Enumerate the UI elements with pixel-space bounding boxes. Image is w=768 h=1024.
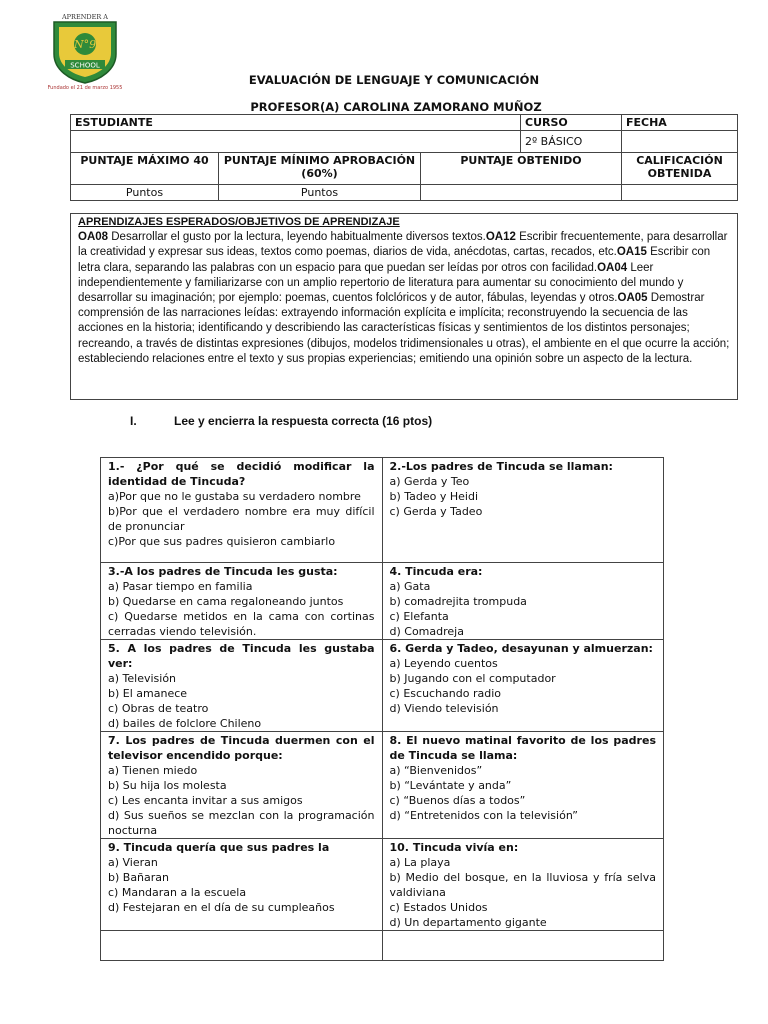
answer-option[interactable]: d) Un departamento gigante [389, 916, 547, 929]
oa04-code: OA04 [597, 261, 628, 274]
answer-option[interactable]: a) Vieran [108, 856, 158, 869]
logo-founded: Fundado el 21 de marzo 1955 [47, 85, 123, 91]
answer-option[interactable]: b) Bañaran [108, 871, 170, 884]
course-label: CURSO [521, 115, 622, 131]
oa08-text: Desarrollar el gusto por la lectura, leyendo habitualmente diversos textos. [108, 231, 486, 244]
student-info-table [70, 114, 738, 201]
obtained-score-field[interactable] [421, 185, 622, 201]
answer-option[interactable]: d) Comadreja [389, 625, 464, 638]
answer-option[interactable]: b) Quedarse en cama regaloneando juntos [108, 595, 344, 608]
answer-option[interactable]: c) Gerda y Tadeo [389, 505, 483, 518]
teacher-name: PROFESOR(A) CAROLINA ZAMORANO MUÑOZ [250, 100, 542, 114]
answer-option[interactable]: d) Sus sueños se mezclan con la programación nocturna [108, 809, 375, 837]
section-number: I. [130, 414, 137, 428]
oa08-code: OA08 [78, 231, 109, 244]
min-score-label: PUNTAJE MÍNIMO APROBACIÓN (60%) [219, 153, 421, 185]
student-name-field[interactable] [71, 131, 521, 153]
section-title: Lee y encierra la respuesta correcta (16 ptos) [174, 414, 433, 428]
max-score-label: PUNTAJE MÁXIMO 40 [71, 153, 219, 185]
question-cell [101, 640, 383, 732]
answer-option[interactable]: a)Por que no le gustaba su verdadero nombre [108, 490, 361, 503]
question-title: 6. Gerda y Tadeo, desayunan y almuerzan: [389, 642, 653, 655]
obtained-score-label: PUNTAJE OBTENIDO [421, 153, 622, 185]
question-cell [101, 563, 383, 640]
logo-motto: APRENDER A [61, 13, 108, 21]
answer-option[interactable]: d) bailes de folclore Chileno [108, 717, 262, 730]
answer-option[interactable]: a) Televisión [108, 672, 177, 685]
question-title: 9. Tincuda quería que sus padres la [108, 841, 330, 854]
section-heading [130, 414, 432, 428]
answer-option[interactable]: c) Elefanta [389, 610, 449, 623]
answer-option[interactable]: a) Gerda y Teo [389, 475, 470, 488]
question-cell [382, 458, 664, 563]
question-title: 3.-A los padres de Tincuda les gusta: [108, 565, 338, 578]
grade-field[interactable] [622, 185, 738, 201]
answer-option[interactable]: b) Medio del bosque, en la lluviosa y fría selva valdiviana [389, 871, 656, 899]
oa12-code: OA12 [485, 231, 516, 244]
answer-option[interactable]: c) “Buenos días a todos” [389, 794, 526, 807]
answer-option[interactable]: a) Leyendo cuentos [389, 657, 498, 670]
oa04-text: Leer independientemente y familiarizarse con un amplio repertorio de literatura para aumentar su conocimiento del mundo y desarrollar su imaginación; por ejemplo: poemas, cuentos folclóricos y de autor, fábulas, leyendas y otros. [78, 261, 684, 305]
date-label: FECHA [622, 115, 738, 131]
objectives-heading: APRENDIZAJES ESPERADOS/OBJETIVOS DE APRENDIZAJE [78, 216, 400, 228]
answer-option[interactable]: c) Estados Unidos [389, 901, 488, 914]
question-cell [101, 458, 383, 563]
empty-cell [382, 931, 664, 961]
answer-option[interactable]: b) Tadeo y Heidi [389, 490, 479, 503]
objectives-text [78, 230, 730, 367]
answer-option[interactable]: b) Su hija los molesta [108, 779, 227, 792]
answer-option[interactable]: a) Pasar tiempo en familia [108, 580, 253, 593]
answer-option[interactable]: c)Por que sus padres quisieron cambiarlo [108, 535, 336, 548]
answer-option[interactable]: a) Tienen miedo [108, 764, 198, 777]
emblem-text: N°9 [73, 38, 97, 51]
answer-option[interactable]: d) Viendo televisión [389, 702, 499, 715]
max-points: Puntos [71, 185, 219, 201]
oa05-code: OA05 [617, 292, 648, 305]
answer-option[interactable]: b) Jugando con el computador [389, 672, 556, 685]
question-title: 2.-Los padres de Tincuda se llaman: [389, 460, 613, 473]
answer-option[interactable]: d) Festejaran en el día de su cumpleaños [108, 901, 335, 914]
empty-cell [101, 931, 383, 961]
school-text: SCHOOL [70, 61, 100, 70]
answer-option[interactable]: c) Mandaran a la escuela [108, 886, 247, 899]
question-cell [382, 640, 664, 732]
question-cell [382, 839, 664, 931]
answer-option[interactable]: c) Quedarse metidos en la cama con cortinas cerradas viendo televisión. [108, 610, 375, 638]
answer-option[interactable]: c) Escuchando radio [389, 687, 502, 700]
answer-option[interactable]: a) Gata [389, 580, 431, 593]
question-title: 8. El nuevo matinal favorito de los padres de Tincuda se llama: [389, 734, 656, 762]
answer-option[interactable]: c) Obras de teatro [108, 702, 209, 715]
questions-table [100, 457, 664, 961]
question-cell [382, 563, 664, 640]
question-cell [382, 732, 664, 839]
answer-option[interactable]: c) Les encanta invitar a sus amigos [108, 794, 303, 807]
student-label: ESTUDIANTE [71, 115, 521, 131]
question-title: 7. Los padres de Tincuda duermen con el televisor encendido porque: [108, 734, 375, 762]
learning-objectives [70, 213, 738, 400]
question-title: 10. Tincuda vivía en: [389, 841, 519, 854]
answer-option[interactable]: d) “Entretenidos con la televisión” [389, 809, 578, 822]
exam-title: EVALUACIÓN DE LENGUAJE Y COMUNICACIÓN [248, 73, 540, 87]
answer-option[interactable]: a) La playa [389, 856, 451, 869]
question-title: 4. Tincuda era: [389, 565, 483, 578]
course-value: 2º BÁSICO [521, 131, 622, 153]
question-cell [101, 732, 383, 839]
answer-option[interactable]: b)Por que el verdadero nombre era muy difícil de pronunciar [108, 505, 375, 533]
answer-option[interactable]: a) “Bienvenidos” [389, 764, 483, 777]
question-cell [101, 839, 383, 931]
answer-option[interactable]: b) El amanece [108, 687, 188, 700]
answer-option[interactable]: b) “Levántate y anda” [389, 779, 512, 792]
oa15-text: Escribir con letra clara, separando las palabras con un espacio para que puedan ser leídas por otros con facilidad. [78, 246, 711, 274]
oa15-code: OA15 [616, 246, 647, 259]
answer-option[interactable]: b) comadrejita trompuda [389, 595, 527, 608]
min-points: Puntos [219, 185, 421, 201]
grade-label: CALIFICACIÓN OBTENIDA [622, 153, 738, 185]
question-title: 5. A los padres de Tincuda les gustaba ver: [108, 642, 375, 670]
question-title: 1.- ¿Por qué se decidió modificar la identidad de Tincuda? [108, 460, 375, 488]
date-field[interactable] [622, 131, 738, 153]
oa12-text: Escribir frecuentemente, para desarrollar la creatividad y expresar sus ideas, textos como poemas, diarios de vida, anécdotas, cartas, recados, etc. [78, 231, 728, 259]
oa05-text: Demostrar comprensión de las narraciones leídas: extrayendo información explícita e implícita; reconstruyendo la secuencia de las acciones en la historia; identificando y describiendo las características físicas y sentimientos de los distintos personajes; recreando, a través de distintas expresiones (dibujos, modelos tridimensionales u otras), el ambiente en el que ocurre la acción; estableciendo relaciones entre el texto y sus propias experiencias; emitiendo una opinión sobre un aspecto de la lectura. [78, 292, 730, 365]
